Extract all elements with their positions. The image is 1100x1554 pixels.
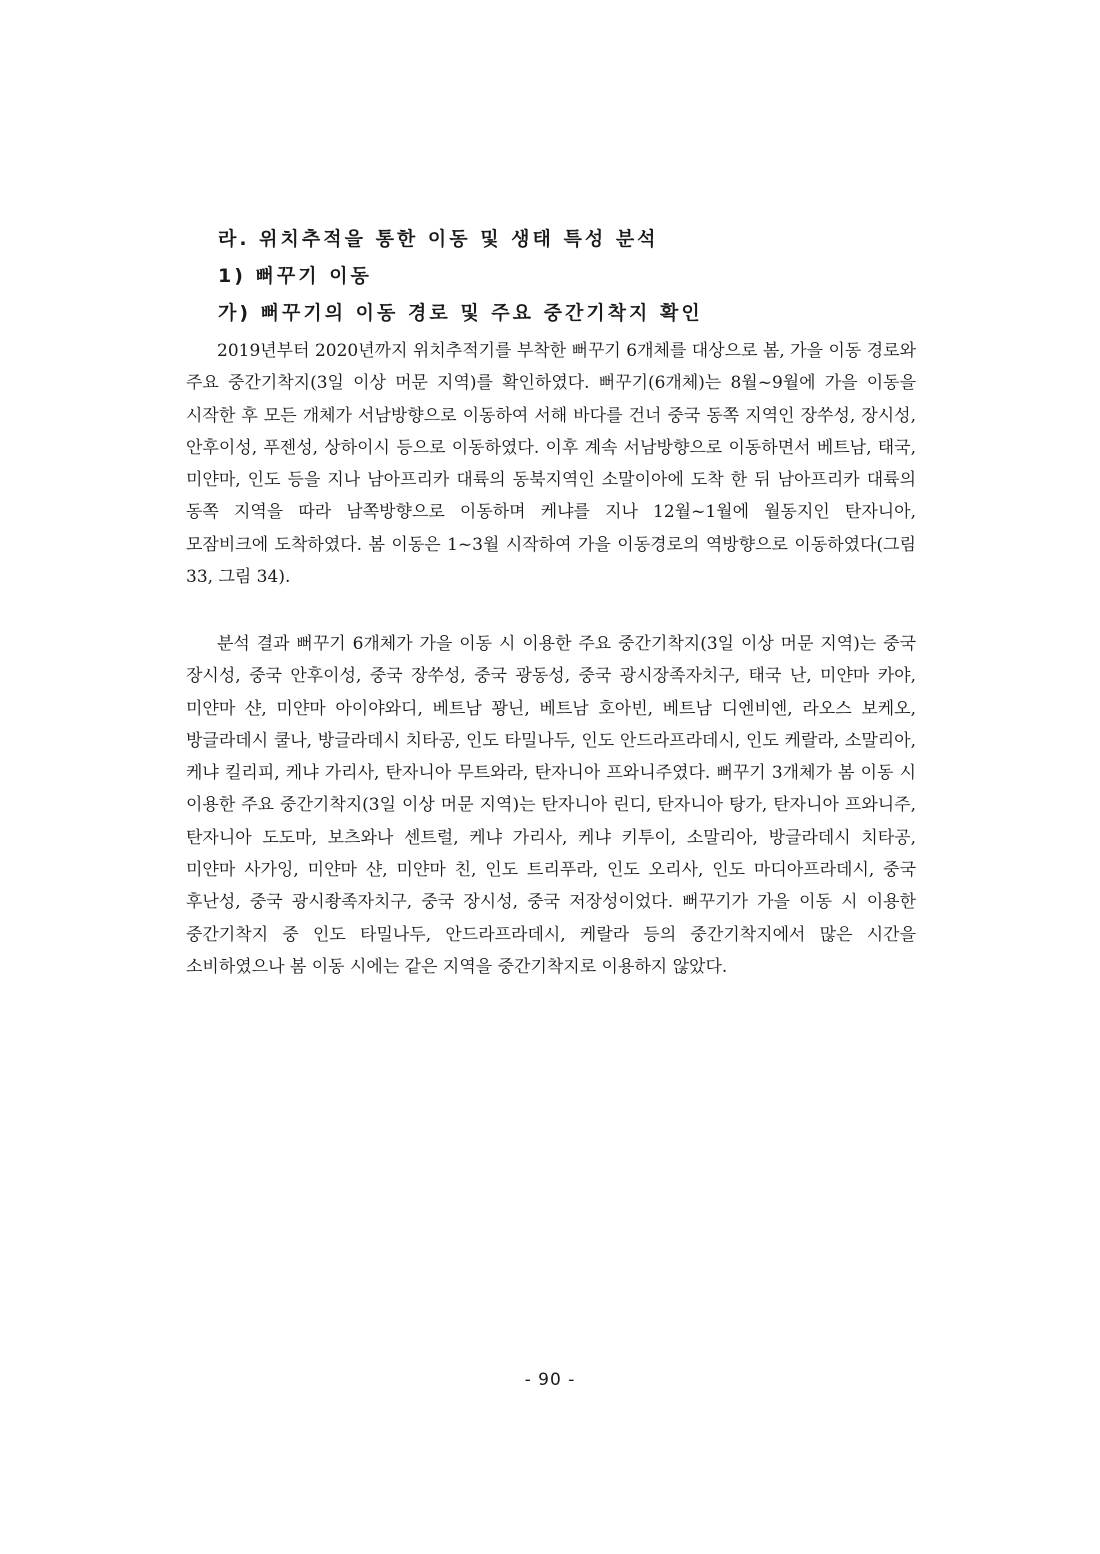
body-paragraph-1: 2019년부터 2020년까지 위치추적기를 부착한 뻐꾸기 6개체를 대상으로 봄, 가을 이동 경로와 주요 중간기착지(3일 이상 머문 지역)를 확인하였다. 뻐꾸기(6개체)는 8월~9월에 가을 이동을 시작한 후 모든 개체가 서남방향으로 이동하여 서해 바다를 건너 중국 동쪽 지역인 장쑤성, 장시성, 안후이성, 푸젠성, 상하이시 등으로 이동하였다. 이후 계속 서남방향으로 이동하면서 베트남, 태국, 미얀마, 인도 등을 지나 남아프리카 대륙의 동북지역인 소말이아에 도착 한 뒤 남아프리카 대륙의 동쪽 지역을 따라 남쪽방향으로 이동하며 케냐를 지나 12월~1월에 월동지인 탄자니아, 모잠비크에 도착하였다. 봄 이동은 1~3월 시작하여 가을 이동경로의 역방향으로 이동하였다(그림 33, 그림 34). xyxy=(186,341,916,588)
page-number: - 90 - xyxy=(524,1370,576,1390)
section-heading: 라. 위치추적을 통한 이동 및 생태 특성 분석 xyxy=(218,228,659,250)
subsection-heading: 1) 뻐꾸기 이동 xyxy=(218,265,372,287)
subsubsection-heading: 가) 뻐꾸기의 이동 경로 및 주요 중간기착지 확인 xyxy=(218,302,703,324)
body-paragraph-2: 분석 결과 뻐꾸기 6개체가 가을 이동 시 이용한 주요 중간기착지(3일 이상 머문 지역)는 중국 장시성, 중국 안후이성, 중국 장쑤성, 중국 광동성, 중국 광시장족자치구, 태국 난, 미얀마 카야, 미얀마 샨, 미얀마 아이야와디, 베트남 꽝닌, 베트남 호아빈, 베트남 디엔비엔, 라오스 보케오, 방글라데시 쿨나, 방글라데시 치타공, 인도 타밀나두, 인도 안드라프라데시, 인도 케랄라, 소말리아, 케냐 킬리피, 케냐 가리사, 탄자니아 무트와라, 탄자니아 프와니주였다. 뻐꾸기 3개체가 봄 이동 시 이용한 주요 중간기착지(3일 이상 머문 지역)는 탄자니아 린디, 탄자니아 탕가, 탄자니아 프와니주, 탄자니아 도도마, 보츠와나 센트럴, 케냐 가리사, 케냐 키투이, 소말리아, 방글라데시 치타공, 미얀마 사가잉, 미얀마 샨, 미얀마 친, 인도 트리푸라, 인도 오리사, 인도 마디아프라데시, 중국 후난성, 중국 광시좡족자치구, 중국 장시성, 중국 저장성이었다. 뻐꾸기가 가을 이동 시 이용한 중간기착지 중 인도 타밀나두, 안드라프라데시, 케랄라 등의 중간기착지에서 많은 시간을 소비하였으나 봄 이동 시에는 같은 지역을 중간기착지로 이용하지 않았다. xyxy=(186,634,916,977)
